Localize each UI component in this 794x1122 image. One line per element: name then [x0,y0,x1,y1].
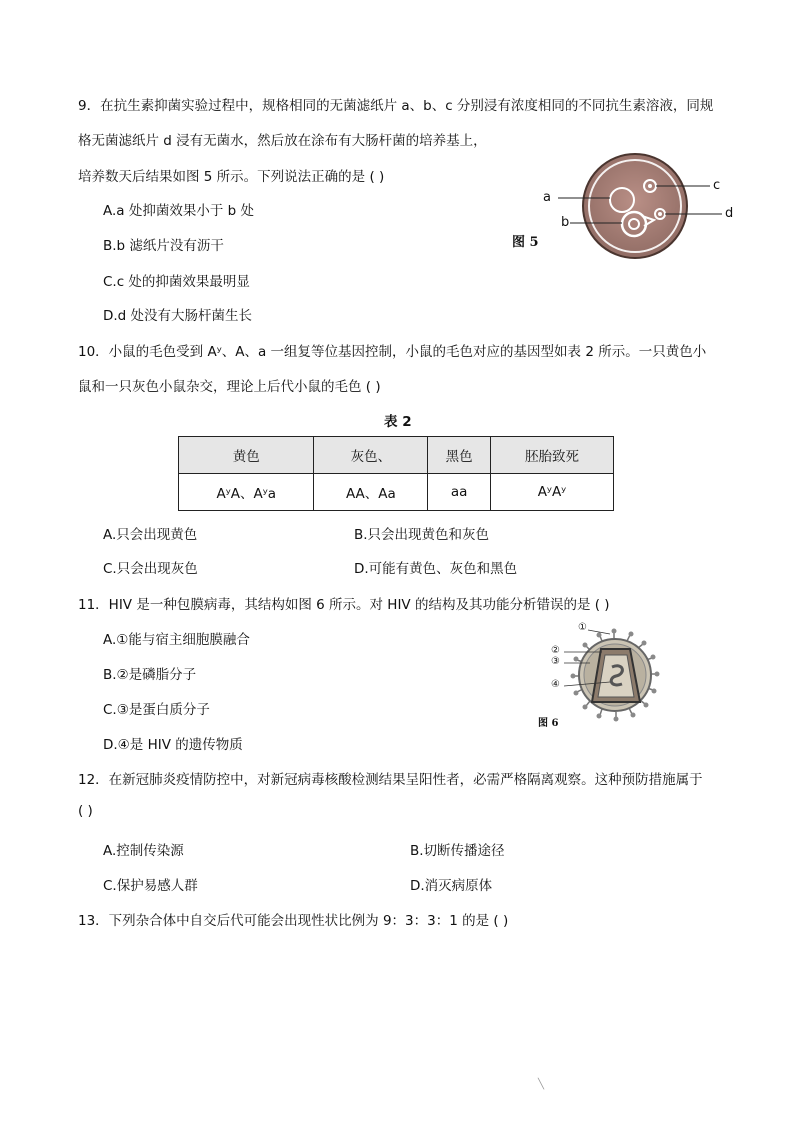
table-header-cell: 胚胎致死 [490,437,613,474]
q10-option-d: D.可能有黄色、灰色和黑色 [354,561,518,577]
hiv-label-2: ② [551,645,560,656]
q9-option-a: A.a 处抑菌效果小于 b 处 [103,203,255,219]
q11-line1: 11．HIV 是一种包膜病毒，其结构如图 6 所示。对 HIV 的结构及其功能分析错误的是 ( ) [78,597,610,613]
figure-5-petri-dish [530,152,750,264]
hiv-label-4: ④ [551,679,560,690]
label-d: d [725,206,734,221]
table-header-row [179,437,614,474]
label-a: a [543,190,551,205]
table-cell: aa [428,474,491,511]
q12-line1: 12．在新冠肺炎疫情防控中，对新冠病毒核酸检测结果呈阳性者，必需严格隔离观察。这种预防措施属于 [78,772,703,788]
q12-option-d: D.消灭病原体 [410,878,493,894]
hiv-label-3: ③ [551,656,560,667]
genotype-table [178,436,614,511]
table-cell: AʸAʸ [490,474,613,511]
table-header-cell: 黄色 [179,437,314,474]
q10-option-c: C.只会出现灰色 [103,561,198,577]
table-row [179,474,614,511]
table-cell: AA、Aa [314,474,428,511]
q12-option-a: A.控制传染源 [103,843,184,859]
q13-line1: 13．下列杂合体中自交后代可能会出现性状比例为 9：3：3：1 的是 ( ) [78,913,509,929]
q9-line2: 格无菌滤纸片 d 浸有无菌水，然后放在涂布有大肠杆菌的培养基上， [78,133,487,149]
q12-option-b: B.切断传播途径 [410,843,505,859]
table-2-title: 表 2 [384,414,412,430]
q9-line3: 培养数天后结果如图 5 所示。下列说法正确的是 ( ) [78,169,385,185]
table-header-cell: 灰色、 [314,437,428,474]
table-header-cell: 黑色 [428,437,491,474]
q9-line1: 9．在抗生素抑菌实验过程中，规格相同的无菌滤纸片 a、b、c 分别浸有浓度相同的不同抗生素溶液，同规 [78,98,714,114]
q11-option-c: C.③是蛋白质分子 [103,702,210,718]
petri-dish-icon [583,154,687,258]
q10-option-a: A.只会出现黄色 [103,527,198,543]
table-cell: AʸA、Aʸa [179,474,314,511]
figure-6-caption: 图 6 [538,718,559,729]
q12-option-c: C.保护易感人群 [103,878,198,894]
q12-line2: ( ) [78,803,93,819]
q10-line2: 鼠和一只灰色小鼠杂交，理论上后代小鼠的毛色 ( ) [78,379,381,395]
q11-option-a: A.①能与宿主细胞膜融合 [103,632,250,648]
q9-option-d: D.d 处没有大肠杆菌生长 [103,308,253,324]
q11-option-b: B.②是磷脂分子 [103,667,197,683]
hiv-label-1: ① [578,622,587,633]
label-c: c [713,178,721,193]
scan-speck: ╲ [538,1079,545,1090]
q10-option-b: B.只会出现黄色和灰色 [354,527,490,543]
q11-option-d: D.④是 HIV 的遗传物质 [103,737,243,753]
q10-line1: 10．小鼠的毛色受到 Aʸ、A、a 一组复等位基因控制，小鼠的毛色对应的基因型如表 2 所示。一只黄色小 [78,344,707,360]
label-b: b [561,215,570,230]
q9-option-b: B.b 滤纸片没有沥干 [103,238,224,254]
figure-5-caption: 图 5 [512,235,539,250]
q9-option-c: C.c 处的抑菌效果最明显 [103,274,250,290]
